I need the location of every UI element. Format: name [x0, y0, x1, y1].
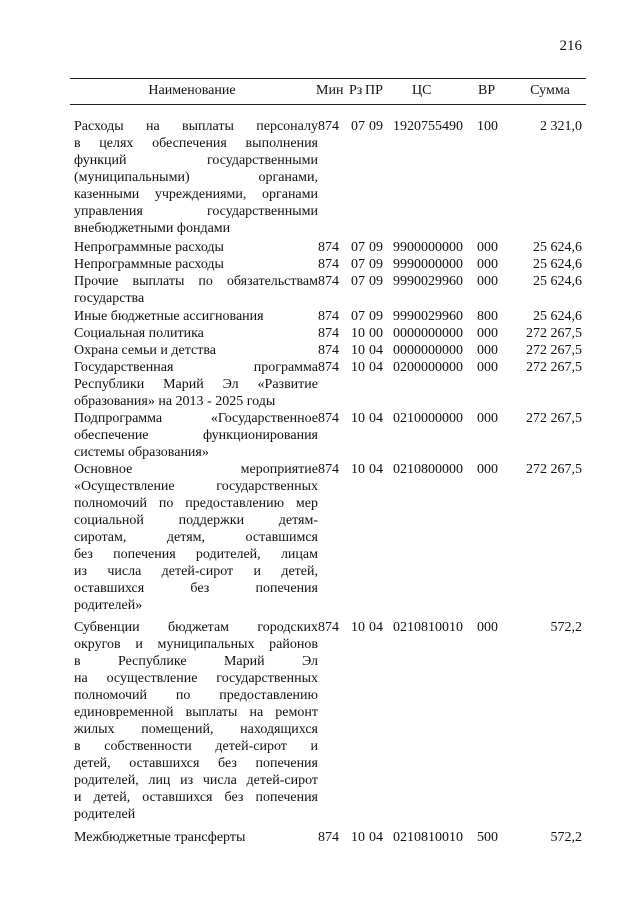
cell-pr: 09: [369, 274, 383, 289]
cell-rz: 07: [351, 240, 365, 255]
cell-sum: 272 267,5: [526, 462, 582, 477]
cell-cs: 9990029960: [393, 274, 463, 289]
header-vr: ВР: [478, 83, 496, 98]
cell-vr: 000: [477, 274, 498, 289]
cell-min: 874: [318, 274, 339, 289]
row-name-line: единовременной выплаты на ремонт: [74, 705, 318, 720]
cell-sum: 572,2: [550, 620, 582, 635]
cell-rz: 10: [351, 830, 365, 845]
row-name-line: социальной поддержки детям-: [74, 513, 318, 528]
row-name-line: Социальная политика: [74, 326, 204, 341]
row-name-line: и детей, оставшихся без попечения: [74, 790, 318, 805]
row-name-line: без попечения родителей, лицам: [74, 547, 318, 562]
cell-min: 874: [318, 240, 339, 255]
row-name-line: родителей, лиц из числа детей-сирот: [74, 773, 318, 788]
cell-pr: 04: [369, 343, 383, 358]
row-name-line: полномочий по предоставлению мер: [74, 496, 318, 511]
cell-min: 874: [318, 620, 339, 635]
row-name: [74, 359, 318, 410]
cell-rz: 10: [351, 326, 365, 341]
cell-vr: 000: [477, 326, 498, 341]
row-name-line: Прочие выплаты по обязательствам: [74, 274, 318, 289]
row-name-line: округов и муниципальных районов: [74, 637, 318, 652]
row-name: [74, 273, 318, 307]
row-name-line: сиротам, детям, оставшимся: [74, 530, 318, 545]
row-name-line: из числа детей-сирот и детей,: [74, 564, 318, 579]
cell-sum: 572,2: [550, 830, 582, 845]
row-name-line: в целях обеспечения выполнения: [74, 136, 318, 151]
row-name-line: жилых помещений, находящихся: [74, 722, 318, 737]
cell-pr: 04: [369, 462, 383, 477]
row-name-line: системы образования»: [74, 445, 209, 460]
row-name-line: Межбюджетные трансферты: [74, 830, 246, 845]
cell-pr: 04: [369, 830, 383, 845]
cell-vr: 100: [477, 119, 498, 134]
cell-sum: 25 624,6: [533, 240, 582, 255]
row-name-line: Расходы на выплаты персоналу: [74, 119, 318, 134]
cell-rz: 07: [351, 274, 365, 289]
cell-cs: 0000000000: [393, 326, 463, 341]
row-name-line: Охрана семьи и детства: [74, 343, 216, 358]
cell-sum: 272 267,5: [526, 343, 582, 358]
cell-vr: 000: [477, 257, 498, 272]
row-name: [74, 619, 318, 823]
row-name-line: Непрограммные расходы: [74, 240, 224, 255]
cell-cs: 0000000000: [393, 343, 463, 358]
row-name: [74, 829, 318, 846]
cell-cs: 0210000000: [393, 411, 463, 426]
header-name: Наименование: [148, 83, 236, 98]
cell-min: 874: [318, 343, 339, 358]
cell-vr: 000: [477, 343, 498, 358]
row-name-line: «Осуществление государственных: [74, 479, 318, 494]
cell-pr: 04: [369, 411, 383, 426]
cell-rz: 10: [351, 360, 365, 375]
cell-cs: 9990029960: [393, 309, 463, 324]
cell-vr: 000: [477, 411, 498, 426]
row-name-line: Подпрограмма «Государственное: [74, 411, 318, 426]
cell-sum: 2 321,0: [540, 119, 582, 134]
row-name: [74, 118, 318, 237]
row-name-line: Субвенции бюджетам городских: [74, 620, 318, 635]
row-name-line: родителей: [74, 807, 136, 822]
row-name: [74, 239, 318, 256]
cell-rz: 10: [351, 411, 365, 426]
row-name-line: оставшихся без попечения: [74, 581, 318, 596]
header-sum: Сумма: [530, 83, 570, 98]
cell-pr: 09: [369, 309, 383, 324]
row-name-line: образования» на 2013 - 2025 годы: [74, 394, 276, 409]
header-pr: ПР: [365, 83, 383, 98]
cell-rz: 07: [351, 119, 365, 134]
cell-pr: 09: [369, 240, 383, 255]
row-name: [74, 461, 318, 614]
row-name: [74, 410, 318, 461]
row-name-line: государства: [74, 291, 145, 306]
row-name-line: Непрограммные расходы: [74, 257, 224, 272]
cell-rz: 07: [351, 257, 365, 272]
row-name-line: на осуществление государственных: [74, 671, 318, 686]
header-rz: Рз: [349, 83, 363, 98]
cell-sum: 272 267,5: [526, 360, 582, 375]
row-name: [74, 308, 318, 325]
row-name-line: казенными учреждениями, органами: [74, 187, 318, 202]
cell-vr: 000: [477, 240, 498, 255]
cell-min: 874: [318, 119, 339, 134]
table-header: [70, 78, 586, 105]
row-name-line: родителей»: [74, 598, 143, 613]
row-name-line: функций государственными: [74, 153, 318, 168]
cell-pr: 04: [369, 360, 383, 375]
row-name-line: обеспечение функционирования: [74, 428, 318, 443]
cell-rz: 10: [351, 462, 365, 477]
cell-min: 874: [318, 326, 339, 341]
row-name: [74, 256, 318, 273]
row-name-line: Основное мероприятие: [74, 462, 318, 477]
cell-min: 874: [318, 360, 339, 375]
cell-min: 874: [318, 257, 339, 272]
cell-min: 874: [318, 411, 339, 426]
row-name-line: в собственности детей-сирот и: [74, 739, 318, 754]
cell-sum: 25 624,6: [533, 257, 582, 272]
row-name-line: Иные бюджетные ассигнования: [74, 309, 264, 324]
row-name-line: в Республике Марий Эл: [74, 654, 318, 669]
cell-rz: 10: [351, 620, 365, 635]
cell-cs: 0200000000: [393, 360, 463, 375]
header-min: Мин: [316, 83, 344, 98]
row-name-line: внебюджетными фондами: [74, 221, 231, 236]
cell-vr: 000: [477, 360, 498, 375]
page-number: 216: [559, 38, 582, 54]
header-cs: ЦС: [412, 83, 432, 98]
cell-sum: 272 267,5: [526, 326, 582, 341]
cell-cs: 0210810010: [393, 620, 463, 635]
row-name-line: (муниципальными) органами,: [74, 170, 318, 185]
cell-min: 874: [318, 462, 339, 477]
cell-pr: 09: [369, 257, 383, 272]
cell-vr: 000: [477, 462, 498, 477]
cell-vr: 000: [477, 620, 498, 635]
cell-min: 874: [318, 830, 339, 845]
cell-min: 874: [318, 309, 339, 324]
cell-rz: 07: [351, 309, 365, 324]
cell-vr: 800: [477, 309, 498, 324]
cell-pr: 09: [369, 119, 383, 134]
cell-pr: 04: [369, 620, 383, 635]
row-name: [74, 342, 318, 359]
cell-sum: 25 624,6: [533, 309, 582, 324]
cell-pr: 00: [369, 326, 383, 341]
cell-cs: 0210800000: [393, 462, 463, 477]
cell-cs: 1920755490: [393, 119, 463, 134]
cell-cs: 0210810010: [393, 830, 463, 845]
cell-sum: 25 624,6: [533, 274, 582, 289]
cell-cs: 9900000000: [393, 240, 463, 255]
row-name-line: Государственная программа: [74, 360, 318, 375]
cell-rz: 10: [351, 343, 365, 358]
cell-vr: 500: [477, 830, 498, 845]
cell-sum: 272 267,5: [526, 411, 582, 426]
row-name-line: управления государственными: [74, 204, 318, 219]
cell-cs: 9990000000: [393, 257, 463, 272]
row-name-line: полномочий по предоставлению: [74, 688, 318, 703]
row-name-line: Республики Марий Эл «Развитие: [74, 377, 318, 392]
row-name: [74, 325, 318, 342]
row-name-line: детей, оставшихся без попечения: [74, 756, 318, 771]
